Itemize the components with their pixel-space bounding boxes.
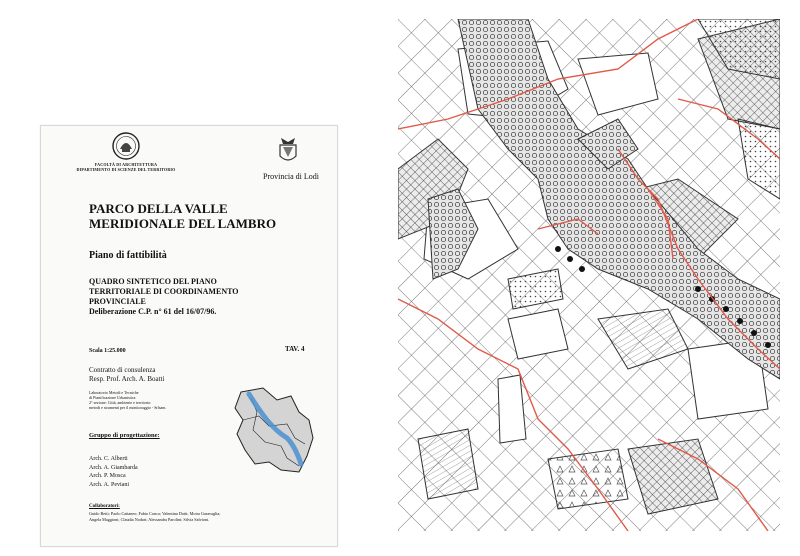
provincia-crest-icon — [277, 134, 299, 164]
scale-label: Scala 1:25.000 — [89, 348, 126, 354]
quadro-line: PROVINCIALE — [89, 297, 146, 306]
responsible-line: Resp. Prof. Arch. A. Boatti — [89, 374, 165, 383]
quadro-line: TERRITORIALE DI COORDINAMENTO — [89, 287, 239, 296]
collaborators-line: Angela Maggioni; Claudia Nodari; Alessandra Parolini; Silvia Salvioni. — [89, 517, 210, 522]
lab-line: metodi e strumenti per il monitoraggio - Srlsam. — [89, 405, 167, 410]
provincia-label: Provincia di Lodi — [263, 172, 319, 181]
design-group-heading: Gruppo di progettazione: — [89, 432, 160, 439]
deliberazione-line: Deliberazione C.P. n° 61 del 16/07/96. — [89, 307, 217, 316]
quadro-block — [89, 277, 239, 317]
locator-minimap — [229, 386, 321, 476]
planning-map-canvas — [398, 19, 780, 531]
lab-line: 2° sezione: Città, ambiente e territorio: — [89, 400, 152, 405]
member-name: Arch. A. Peviani — [89, 481, 129, 488]
laboratory-block — [89, 390, 229, 410]
collaborators-line: Guido Betti; Paolo Cattaneo; Fabio Conca; Valentina Dotti; Moira Garavaglia; — [89, 511, 221, 516]
diagonal-hatch-zone — [418, 429, 478, 499]
member-name: Arch. P. Mosca — [89, 473, 126, 479]
lab-line: Laboratorio Metodi e Tecniche — [89, 390, 139, 395]
faculty-heading — [41, 162, 211, 172]
document-title — [89, 201, 276, 231]
member-name: Arch. A. Giambarda — [89, 464, 138, 471]
collaborators-list — [89, 511, 329, 523]
faculty-line: FACOLTÀ DI ARCHITETTURA — [94, 162, 158, 167]
title-line: PARCO DELLA VALLE — [89, 201, 228, 216]
lab-line: di Pianificazione Urbanistica — [89, 395, 136, 400]
contract-block — [89, 366, 164, 383]
title-sheet — [40, 125, 338, 547]
table-number: TAV. 4 — [285, 345, 305, 353]
member-name: Arch. C. Alberti — [89, 456, 128, 462]
document-subtitle: Piano di fattibilità — [89, 250, 167, 261]
design-group-list — [89, 455, 138, 489]
triangle-pattern-zone — [548, 449, 628, 509]
quadro-line: QUADRO SINTETICO DEL PIANO — [89, 277, 217, 286]
university-seal-icon — [111, 131, 141, 161]
planning-map — [398, 19, 780, 531]
title-line: MERIDIONALE DEL LAMBRO — [89, 216, 277, 231]
department-line: DIPARTIMENTO DI SCIENZE DEL TERRITORIO — [76, 167, 176, 172]
contract-line: Contratto di consulenza — [89, 366, 156, 374]
collaborators-heading: Collaboratori: — [89, 504, 120, 509]
